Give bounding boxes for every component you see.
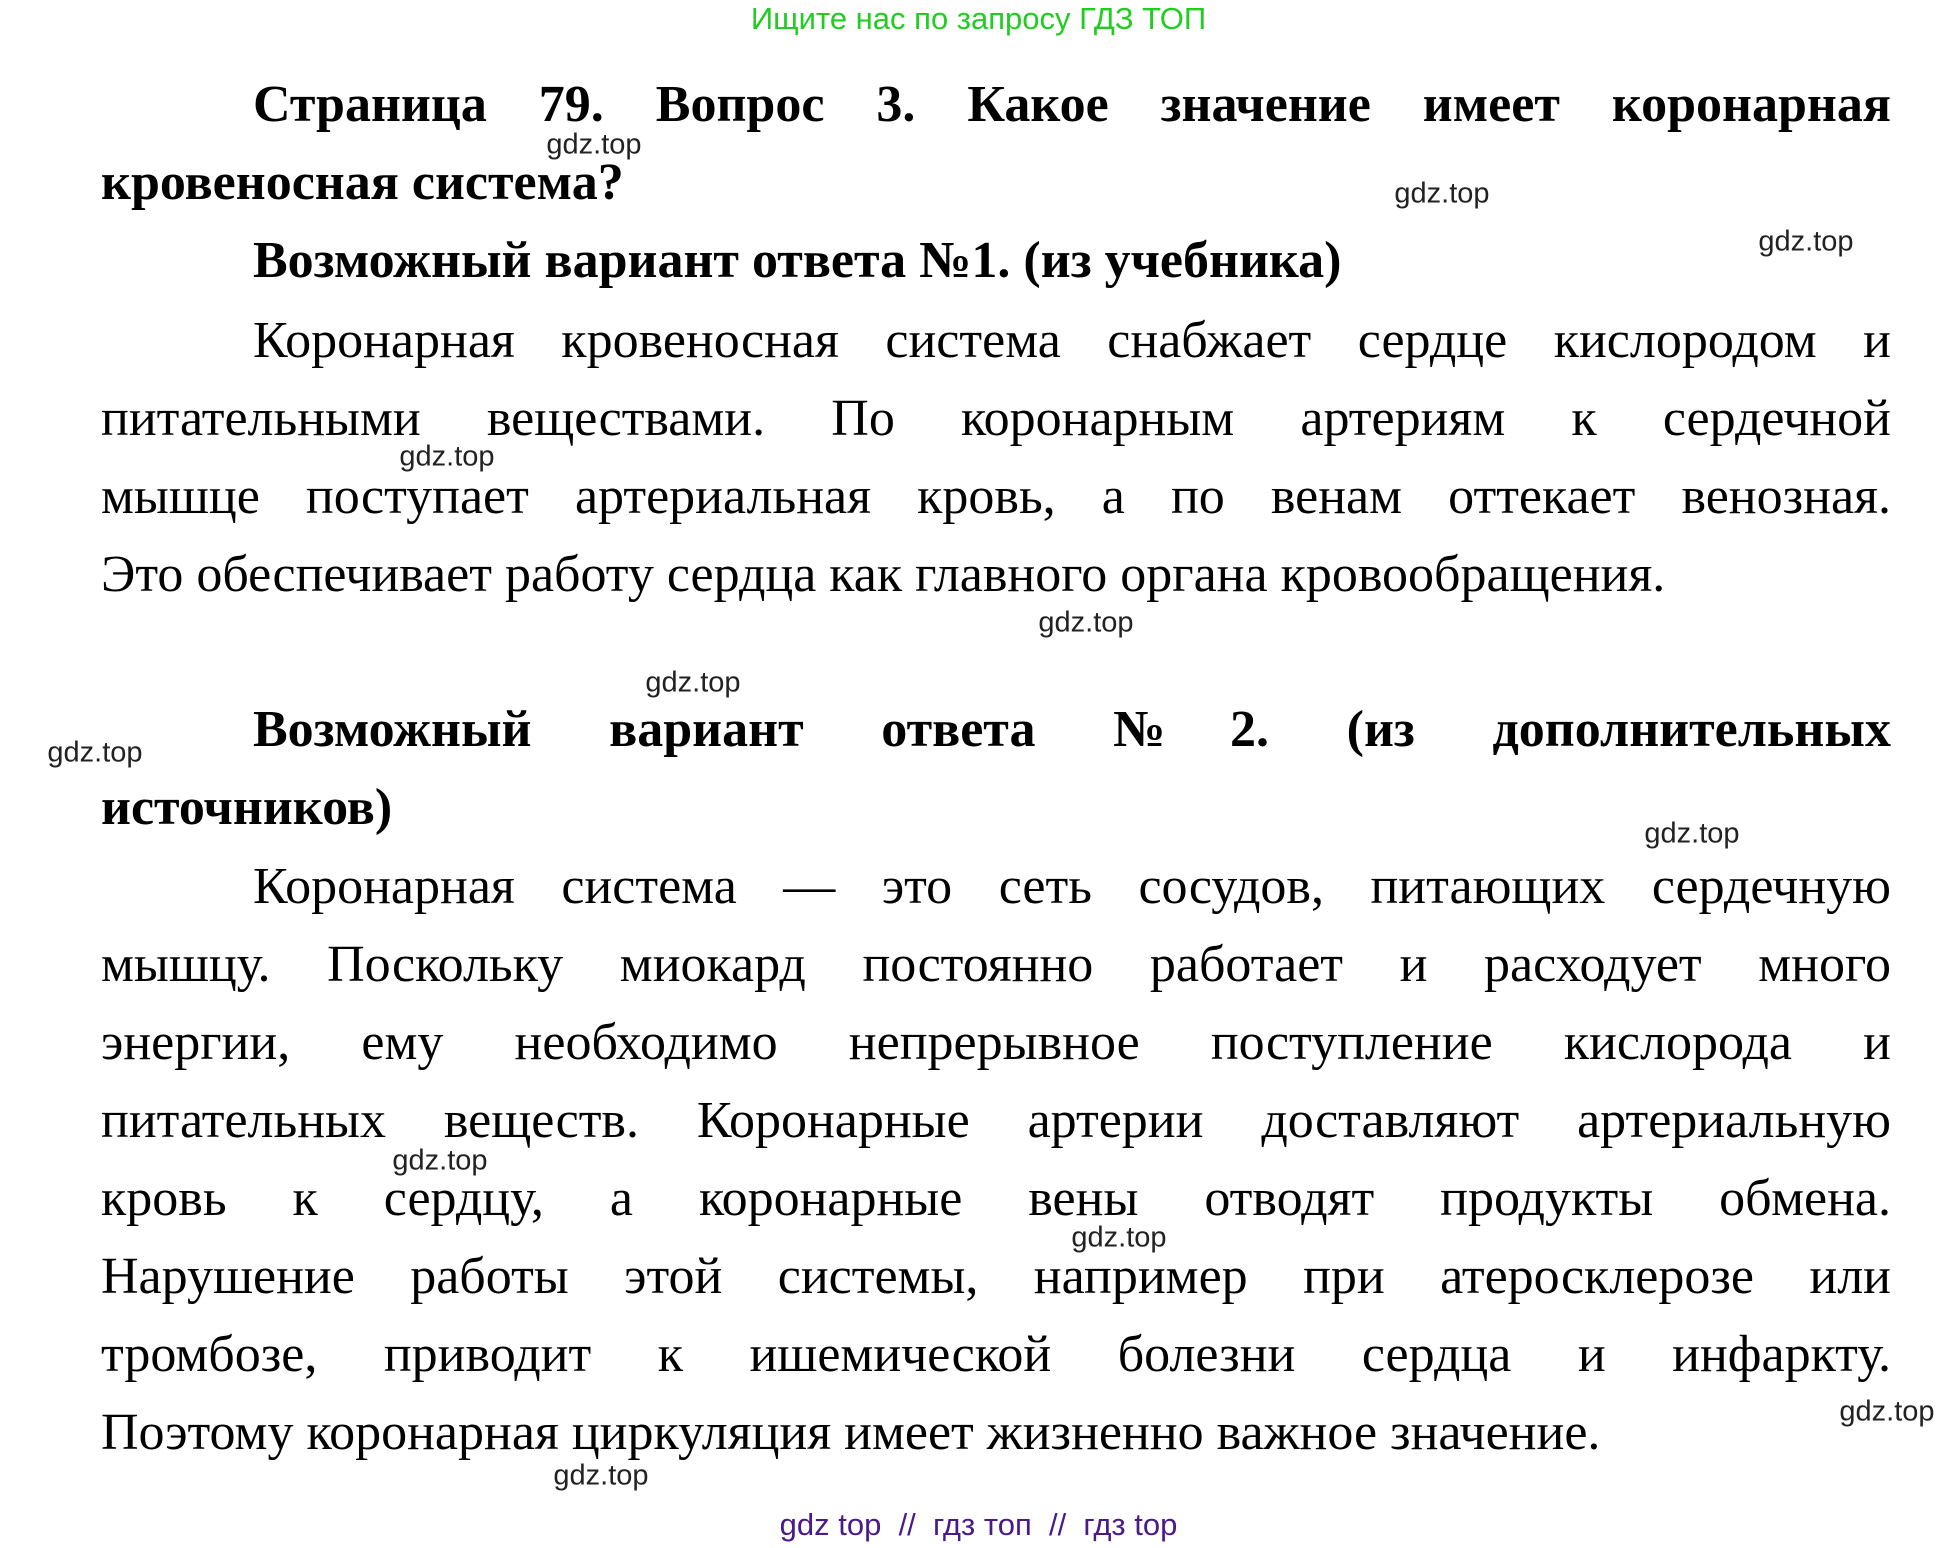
text-line: Нарушение работы этой системы, например при атеросклерозе или — [101, 1248, 1891, 1305]
text-line: Поэтому коронарная циркуляция имеет жизненно важное значение. — [101, 1404, 1601, 1461]
text-line: мышце поступает артериальная кровь, а по венам оттекает венозная. — [101, 468, 1891, 525]
text-line: питательными веществами. По коронарным артериям к сердечной — [101, 390, 1891, 447]
watermark: gdz.top — [399, 440, 495, 473]
text-line: Это обеспечивает работу сердца как главного органа кровообращения. — [101, 546, 1666, 603]
watermark: gdz.top — [1644, 817, 1740, 850]
text-line: тромбозе, приводит к ишемической болезни сердца и инфаркту. — [101, 1326, 1891, 1383]
watermark: gdz.top — [546, 128, 642, 161]
title-line: кровеносная система? — [101, 154, 624, 211]
watermark: gdz.top — [392, 1144, 488, 1177]
heading-line: источников) — [101, 779, 393, 836]
answer1-text — [101, 302, 1891, 614]
watermark: gdz.top — [1038, 606, 1134, 639]
watermark: gdz.top — [47, 736, 143, 769]
answer2-heading — [101, 691, 1891, 847]
title-line: Страница 79. Вопрос 3. Какое значение имеет коронарная — [253, 76, 1891, 133]
text-line: Коронарная система — это сеть сосудов, питающих сердечную — [253, 858, 1891, 915]
heading-line: Возможный вариант ответа №2. (из дополнительных — [253, 701, 1891, 758]
heading-line: Возможный вариант ответа №1. (из учебника) — [253, 232, 1342, 289]
watermark: gdz.top — [1071, 1221, 1167, 1254]
text-line: Коронарная кровеносная система снабжает сердце кислородом и — [253, 312, 1891, 369]
watermark: gdz.top — [1758, 225, 1854, 258]
top-watermark-banner: Ищите нас по запросу ГДЗ ТОП — [750, 1, 1207, 36]
watermark: gdz.top — [645, 666, 741, 699]
text-line: мышцу. Поскольку миокард постоянно работает и расходует много — [101, 936, 1891, 993]
text-line: кровь к сердцу, а коронарные вены отводят продукты обмена. — [101, 1170, 1891, 1227]
page-title — [101, 66, 1891, 222]
answer2-text — [101, 848, 1891, 1472]
watermark: gdz.top — [553, 1459, 649, 1492]
text-line: питательных веществ. Коронарные артерии доставляют артериальную — [101, 1092, 1891, 1149]
text-line: энергии, ему необходимо непрерывное поступление кислорода и — [101, 1014, 1891, 1071]
answer1-heading — [101, 222, 1891, 300]
footer-watermark: gdz top // гдз топ // гдз top — [779, 1507, 1178, 1542]
watermark: gdz.top — [1394, 177, 1490, 210]
watermark: gdz.top — [1839, 1395, 1935, 1428]
